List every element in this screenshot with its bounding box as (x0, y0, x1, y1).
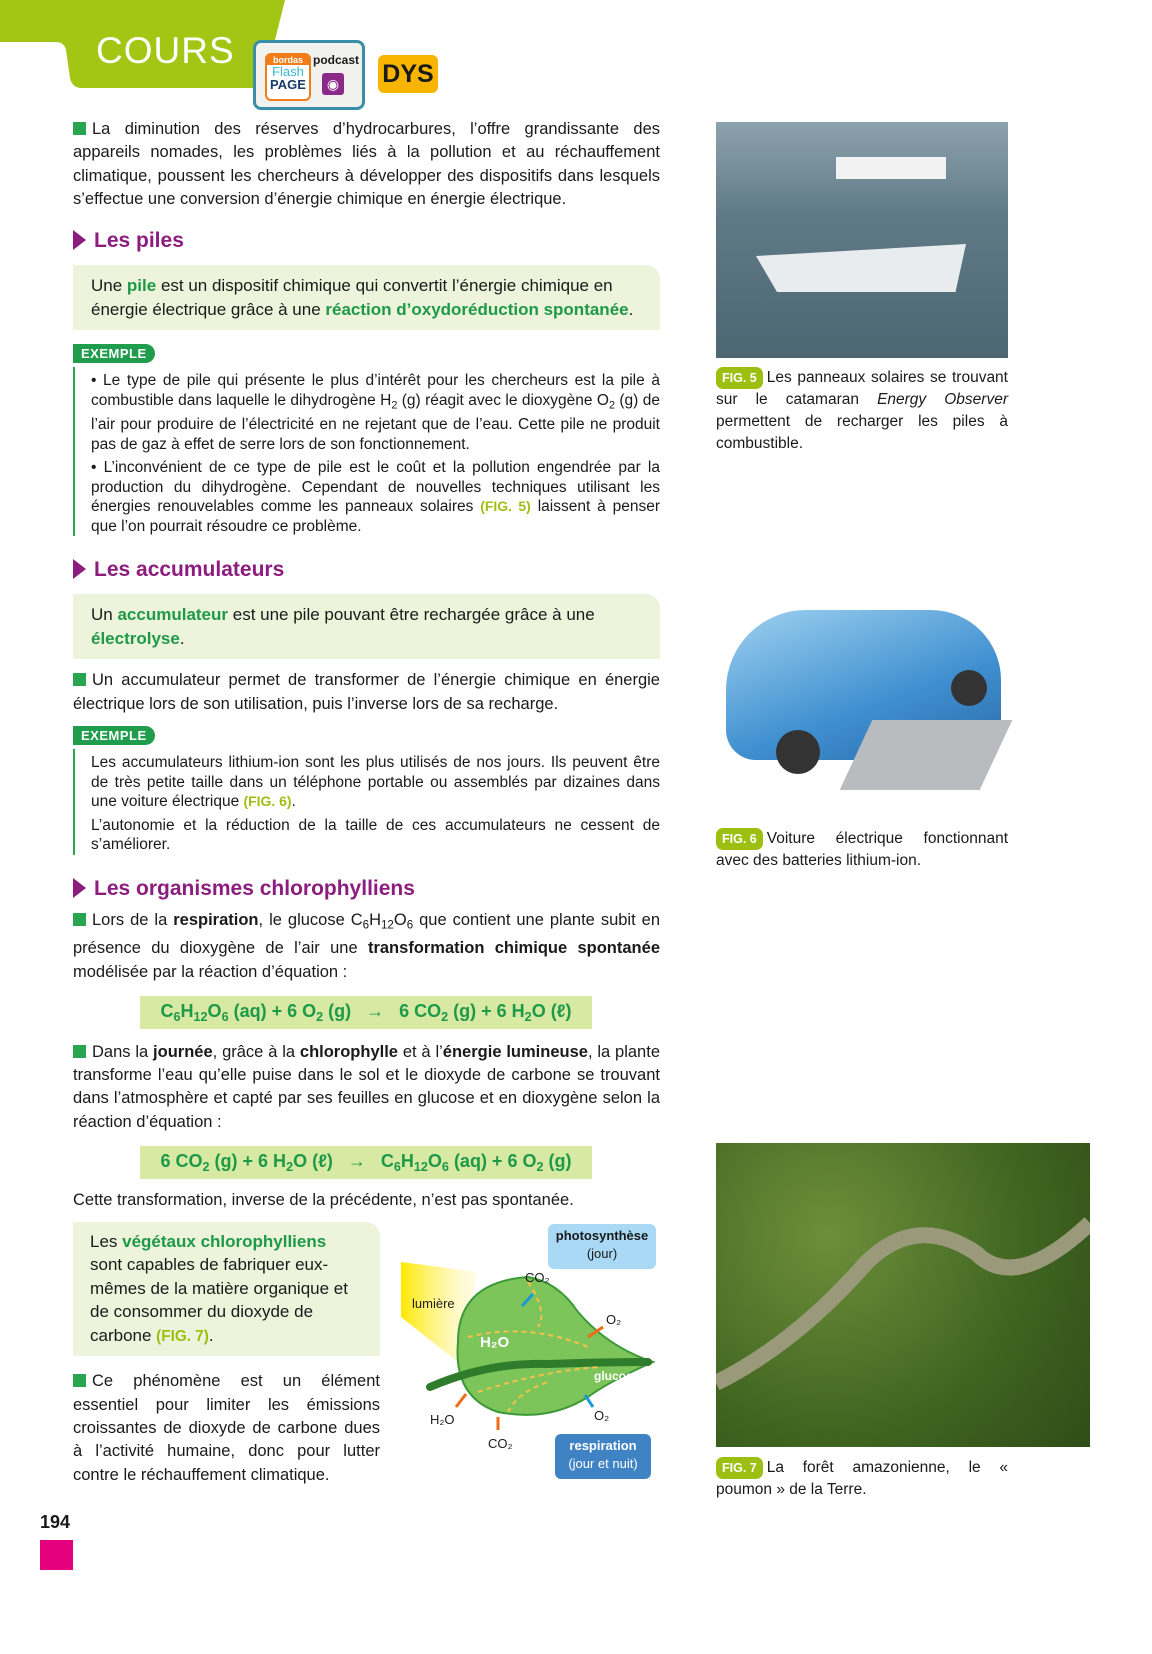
photosynthese-paragraph (73, 1041, 660, 1134)
photosynthese-label: photosynthèse (jour) (548, 1224, 656, 1269)
text-segment: H (400, 1150, 414, 1171)
accumulateur-paragraph (73, 669, 660, 716)
heading-les-accumulateurs: Les accumulateurs (73, 558, 660, 582)
text-segment: 6 (362, 918, 370, 931)
text-segment: , le glucose C (258, 910, 363, 929)
page-marker (40, 1540, 73, 1570)
text-segment: respiration (173, 910, 259, 929)
dys-button[interactable]: DYS (378, 55, 438, 93)
text-segment: . (179, 628, 185, 648)
intro-paragraph (73, 118, 660, 211)
example-badge: EXEMPLE (73, 344, 155, 363)
text-segment: O (427, 1150, 442, 1171)
bottom-row (73, 1222, 660, 1487)
text-segment: Voiture électrique fonctionnant avec des batteries lithium-ion. (716, 830, 1008, 869)
example-piles (73, 344, 660, 536)
bottom-text-column (73, 1222, 380, 1487)
text-segment: 2 (608, 398, 615, 411)
text-segment: Cette transformation, inverse de la précédente, n’est pas spontanée. (73, 1190, 574, 1209)
text-segment: Un (91, 605, 118, 625)
text-segment: que contient une plante subit en présence du dioxygène de l’air une (73, 910, 661, 958)
text-segment: (aq) + 6 O (228, 1000, 317, 1021)
text-segment: est une pile pouvant être rechargée grâce à une (228, 605, 595, 625)
example-text (91, 458, 660, 536)
triangle-icon (73, 230, 86, 250)
text-segment: permettent de recharger les piles à combustible. (716, 413, 1008, 452)
bullet-square-icon (73, 1374, 86, 1387)
co2-label: CO₂ (525, 1269, 550, 1285)
text-segment: 6 (173, 1009, 181, 1024)
text-segment: modélisée par la réaction d’équation : (73, 962, 348, 981)
o2-label: O₂ (606, 1311, 622, 1327)
text-segment: (FIG. 7) (156, 1327, 209, 1345)
podcast-icon: ◉ (322, 73, 344, 95)
text-segment: pile (126, 276, 157, 296)
text-segment: 2 (316, 1009, 324, 1024)
text-segment: chlorophylle (299, 1042, 398, 1061)
amazon-forest-photo (716, 1143, 1090, 1447)
main-column (73, 118, 660, 1487)
text-segment: et à l’ (398, 1042, 443, 1061)
text-segment: . (208, 1325, 214, 1345)
example-text (91, 753, 660, 812)
text-segment: , grâce à la (212, 1042, 300, 1061)
text-segment: Dans la (92, 1042, 154, 1061)
section-title: COURS (96, 30, 235, 71)
text-segment: , la plante transforme l’eau qu’elle puise dans le sol et le dioxyde de carbone se trouvant dans l’atmosphère et capté par ses feuilles en glucose et en dioxygène selon la réaction d’équation : (73, 1042, 660, 1131)
example-text (91, 371, 660, 454)
fig-badge: FIG. 7 (716, 1457, 763, 1479)
inverse-paragraph (73, 1189, 660, 1212)
text-segment: Une (91, 276, 127, 296)
text-segment: H (180, 1000, 194, 1021)
text-segment: (g) réagit avec le dioxygène O (397, 391, 609, 409)
text-segment: 2 (441, 1009, 449, 1024)
heading-organismes-chlorophylliens: Les organismes chlorophylliens (73, 877, 660, 901)
text-segment: C (160, 1000, 174, 1021)
text-segment: La forêt amazonienne, le « poumon » de la Terre. (716, 1459, 1008, 1498)
text-segment: 2 (286, 1159, 294, 1174)
flashpage-podcast-button[interactable] (253, 40, 365, 110)
text-segment: (FIG. 6) (243, 793, 292, 810)
electric-car-photo (716, 590, 1008, 820)
o2-label: O₂ (594, 1407, 610, 1423)
text-segment: électrolyse (91, 628, 180, 648)
text-segment: 6 (406, 918, 414, 931)
text-segment: . (628, 299, 634, 319)
text-segment: La diminution des réserves d’hydrocarbures, l’offre grandissante des appareils nomades, les problèmes liés à la pollution et au réchauffement climatique, poussent les chercheurs à développer des dispositifs dans lesquels s’effectue une conversion d’énergie chimique en énergie électrique. (73, 120, 660, 208)
equation-respiration (140, 996, 592, 1029)
definition-accumulateur (73, 594, 660, 659)
text-segment: accumulateur (117, 605, 229, 625)
bullet-square-icon (73, 673, 86, 686)
text-segment: 2 (391, 398, 398, 411)
bullet-square-icon (73, 122, 86, 135)
text-segment: sont capables de fabriquer eux-mêmes de la matière organique et de consommer du dioxyde de carbone (90, 1255, 348, 1345)
text-segment: Les accumulateurs lithium-ion sont les plus utilisés de nos jours. Ils peuvent être de très petite taille dans un téléphone portable ou assemblés par dizaines dans une voiture électrique (91, 754, 660, 811)
text-segment: • Le type de pile qui présente le plus d’intérêt pour les chercheurs est la pile à combustible dans laquelle le dihydrogène H (91, 372, 660, 409)
text-segment: O (393, 910, 407, 929)
text-segment: Ce phénomène est un élément essentiel pour limiter les émissions croissantes de dioxyde de carbone dues à l’activité humaine, donc pour lutter contre le réchauffement climatique. (73, 1372, 380, 1484)
podcast-label: podcast (313, 53, 360, 67)
text-segment: énergie lumineuse (442, 1042, 588, 1061)
bullet-square-icon (73, 913, 86, 926)
text-segment: 2 (202, 1159, 210, 1174)
text-segment: est un dispositif chimique qui convertit l’énergie chimique en énergie électrique grâce à une (91, 276, 613, 319)
triangle-icon (73, 559, 86, 579)
text-segment: (g) de l’air pour produire de l’électricité en ne rejetant que de l’eau. Cette pile ne produit pas de gaz à effet de serre lors de son fonctionnement. (91, 391, 660, 453)
text-segment: H (369, 910, 382, 929)
respiration-paragraph (73, 909, 660, 984)
text-segment: journée (153, 1042, 213, 1061)
text-segment: (aq) + 6 O (448, 1150, 537, 1171)
fig-badge: FIG. 6 (716, 828, 763, 850)
leaf-diagram (398, 1222, 660, 1480)
text-segment: 6 CO (160, 1150, 203, 1171)
fig7-caption (716, 1457, 1008, 1501)
fig-badge: FIG. 5 (716, 367, 763, 389)
heading-les-piles: Les piles (73, 229, 660, 253)
text-segment: (g) → 6 CO (323, 1000, 442, 1021)
phenomene-paragraph (73, 1370, 380, 1486)
vegetaux-box (73, 1222, 380, 1357)
text-segment: (g) (543, 1150, 572, 1171)
respiration-label: respiration (jour et nuit) (555, 1434, 651, 1479)
text-segment: 2 (536, 1159, 544, 1174)
text-segment: végétaux chlorophylliens (122, 1231, 327, 1251)
text-segment: L’autonomie et la réduction de la taille de ces accumulateurs ne cessent de s’améliorer. (91, 816, 660, 854)
text-segment: transformation chimique spontanée (367, 939, 660, 958)
glucose-label: glucose (594, 1368, 640, 1383)
text-segment: Energy Observer (877, 391, 1008, 408)
definition-pile (73, 265, 660, 330)
h2o-label: H₂O (480, 1333, 510, 1351)
example-accumulateurs (73, 726, 660, 855)
text-segment: 2 (524, 1009, 532, 1024)
text-segment: 6 (441, 1159, 449, 1174)
example-text (91, 816, 660, 855)
text-segment: réaction d’oxydoréduction spontanée (325, 299, 629, 319)
page-number: 194 (40, 1512, 71, 1532)
triangle-icon (73, 878, 86, 898)
co2-label: CO₂ (488, 1435, 513, 1451)
text-segment: 12 (413, 1159, 428, 1174)
text-segment: . (291, 793, 296, 811)
text-segment: (g) + 6 H (209, 1150, 287, 1171)
text-segment: Les (90, 1231, 123, 1251)
text-segment: Un accumulateur permet de transformer de l’énergie chimique en énergie électrique lors de son utilisation, puis l’inverse lors de sa recharge. (73, 671, 660, 713)
text-segment: 6 (393, 1159, 401, 1174)
bullet-square-icon (73, 1045, 86, 1058)
text-segment: 12 (381, 918, 394, 931)
lumiere-label: lumière (412, 1295, 455, 1311)
text-segment: Lors de la (92, 910, 174, 929)
catamaran-photo (716, 122, 1008, 358)
text-segment: • L’inconvénient de ce type de pile est le coût et la pollution engendrée par la production du dihydrogène. Cependant de nouvelles techniques utilisant les énergies renouvelables comme les panneaux solaires (91, 459, 660, 516)
h2o-label: H₂O (430, 1411, 455, 1427)
text-segment: (FIG. 5) (480, 498, 531, 515)
text-segment: laissent à penser que l’on pourrait résoudre ce problème. (91, 498, 660, 535)
fig5-caption (716, 367, 1008, 455)
example-badge: EXEMPLE (73, 726, 155, 745)
text-segment: 6 (221, 1009, 229, 1024)
text-segment: O (ℓ) (531, 1000, 572, 1021)
text-segment: (g) + 6 H (448, 1000, 525, 1021)
text-segment: 12 (193, 1009, 208, 1024)
text-segment: O (ℓ) → C (293, 1150, 394, 1171)
text-segment: O (207, 1000, 222, 1021)
text-segment: Les panneaux solaires se trouvant sur le catamaran (716, 369, 1008, 408)
flashpage-logo: bordas Flash PAGE (265, 53, 311, 101)
fig6-caption (716, 828, 1008, 872)
equation-photosynthese (140, 1146, 592, 1179)
